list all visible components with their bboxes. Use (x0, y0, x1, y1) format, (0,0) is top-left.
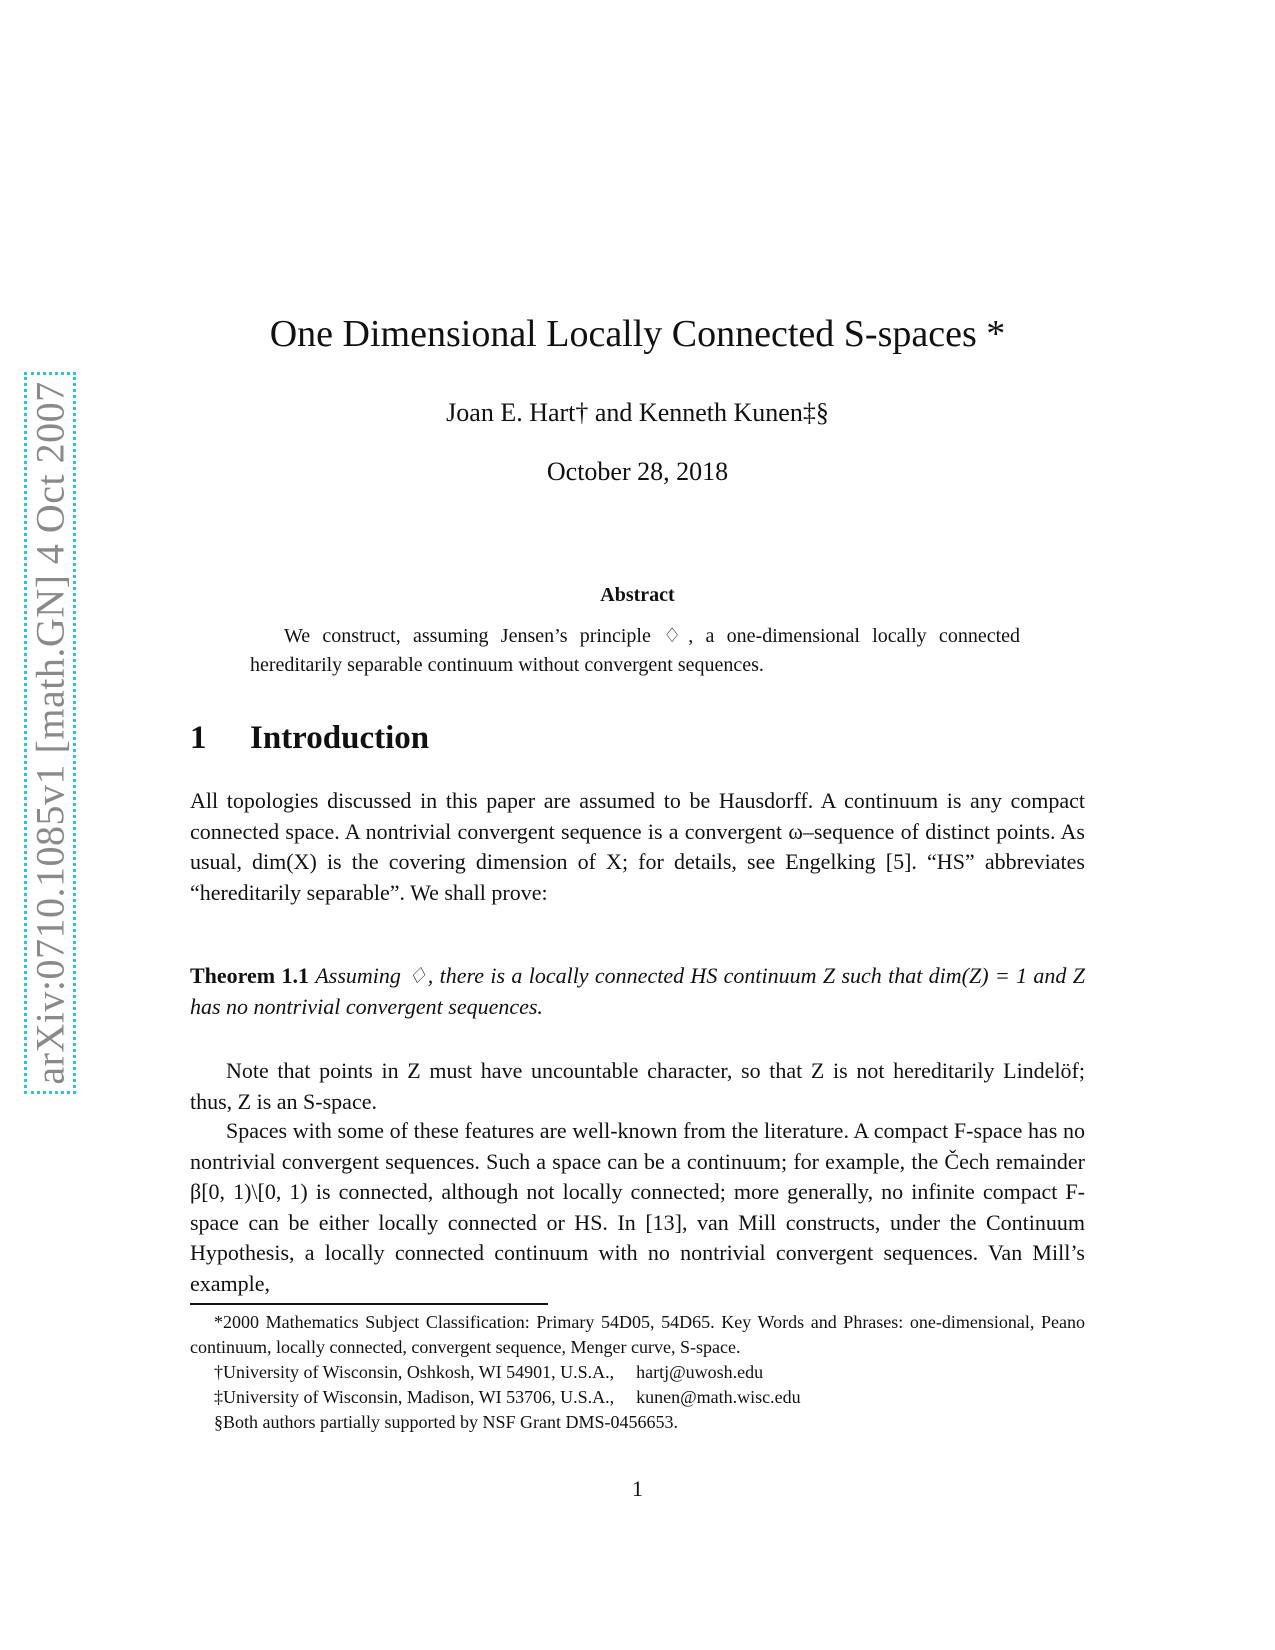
paper-date: October 28, 2018 (546, 457, 729, 486)
footnote-kunen-text: ‡University of Wisconsin, Madison, WI 53706, U.S.A., (214, 1387, 615, 1407)
hart-email-link[interactable]: hartj@uwosh.edu (636, 1362, 764, 1382)
footnote-hart-text: †University of Wisconsin, Oshkosh, WI 54901, U.S.A., (214, 1362, 615, 1382)
footnote-rule (190, 1303, 548, 1305)
intro-paragraph-1: All topologies discussed in this paper are assumed to be Hausdorff. A continuum is any compact connected space. A nontrivial convergent sequence is a convergent ω–sequence of distinct points. As usual, dim(X) is the covering dimension of X; for details, see Engelking [5]. “HS” abbreviates “hereditarily separable”. We shall prove: (190, 788, 1085, 905)
abstract-text: We construct, assuming Jensen’s principle ♢, a one-dimensional locally connected hereditarily separable continuum without convergent sequences. (250, 625, 1020, 676)
section-title: Introduction (250, 720, 430, 756)
intro-paragraph-2: Note that points in Z must have uncountable character, so that Z is not hereditarily Lindelöf; thus, Z is an S-space. (190, 1058, 1085, 1114)
page-number: 1 (632, 1476, 643, 1501)
footnote-hart-affiliation (190, 1360, 1109, 1385)
theorem-1-1 (190, 961, 1085, 1022)
theorem-label: Theorem 1.1 (190, 963, 309, 988)
paper-title: One Dimensional Locally Connected S-spaces * (269, 313, 1006, 355)
abstract-heading: Abstract (600, 584, 675, 606)
arxiv-stamp-text: arXiv:0710.1085v1 [math.GN] 4 Oct 2007 (27, 381, 73, 1085)
paper-authors: Joan E. Hart† and Kenneth Kunen‡§ (446, 398, 829, 427)
intro-paragraph-3: Spaces with some of these features are well-known from the literature. A compact F-space has no nontrivial convergent sequences. Such a space can be a continuum; for example, the Čech remainder β[0, 1)\[0, 1) is connected, although not locally connected; more generally, no infinite compact F-space can be either locally connected or HS. In [13], van Mill constructs, under the Continuum Hypothesis, a locally connected continuum with no nontrivial convergent sequences. Van Mill’s example, (190, 1118, 1085, 1296)
theorem-text: Assuming ♢, there is a locally connected HS continuum Z such that dim(Z) = 1 and Z has no nontrivial convergent sequences. (190, 963, 1086, 1019)
footnote-grant: §Both authors partially supported by NSF Grant DMS-0456653. (214, 1412, 678, 1432)
footnote-classification: *2000 Mathematics Subject Classification: Primary 54D05, 54D65. Key Words and Phrases: one-dimensional, Peano continuum, locally connected, convergent sequence, Menger curve, S-space. (190, 1312, 1085, 1357)
section-number: 1 (190, 720, 207, 756)
kunen-email-link[interactable]: kunen@math.wisc.edu (636, 1387, 801, 1407)
section-heading (190, 720, 429, 757)
footnote-kunen-affiliation (190, 1385, 1109, 1410)
